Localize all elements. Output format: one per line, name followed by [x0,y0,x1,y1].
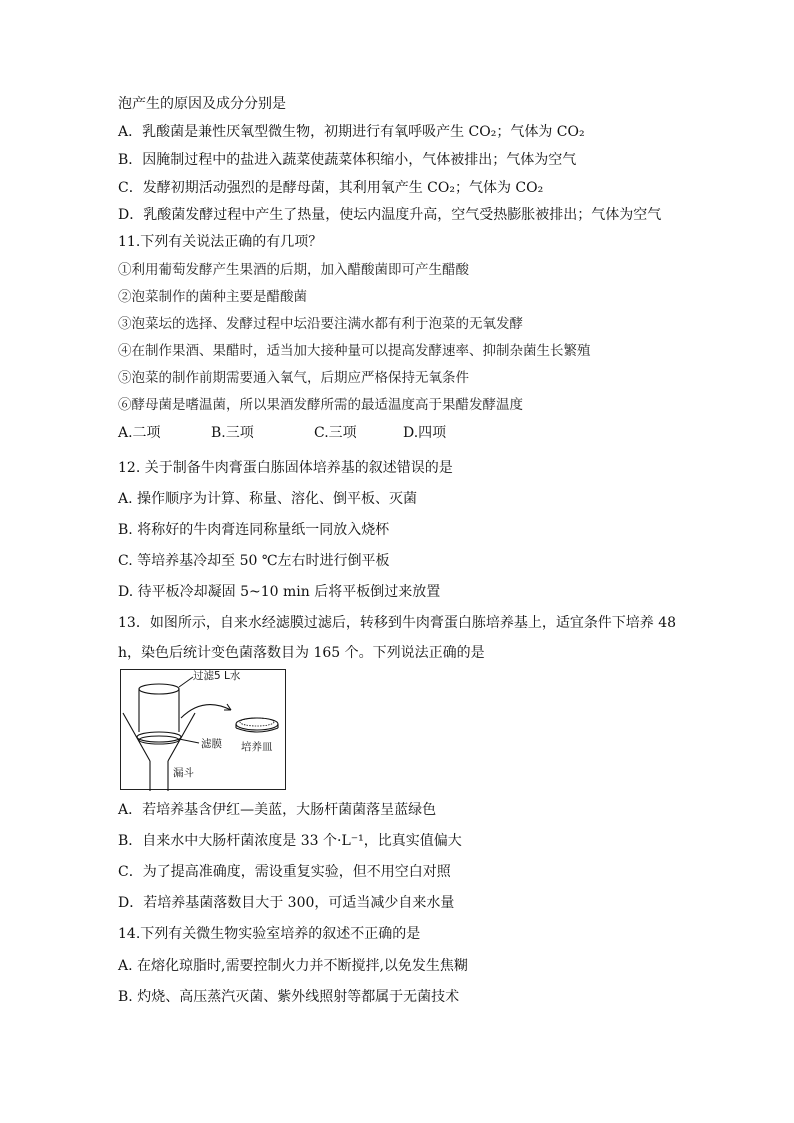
funnel-label: 漏斗 [173,767,194,779]
filtration-diagram [121,670,287,791]
petri-dish-label: 培养皿 [241,741,273,753]
q10-option-d: D．乳酸菌发酵过程中产生了热量，使坛内温度升高，空气受热膨胀被排出；气体为空气 [118,207,662,223]
q11-item-4: ④在制作果酒、果醋时，适当加大接种量可以提高发酵速率、抑制杂菌生长繁殖 [118,343,591,359]
q12-option-b: B. 将称好的牛肉膏连同称量纸一同放入烧杯 [118,522,390,538]
q14-stem: 14.下列有关微生物实验室培养的叙述不正确的是 [118,926,421,942]
q10-option-a: A．乳酸菌是兼性厌氧型微生物，初期进行有氧呼吸产生 CO₂；气体为 CO₂ [118,124,585,140]
filtration-figure [120,669,286,790]
q11-options [118,424,446,442]
q10-stem-tail: 泡产生的原因及成分分别是 [118,96,286,112]
q11-option-a: A.二项 [118,425,161,441]
q10-option-c: C．发酵初期活动强烈的是酵母菌，其利用氧产生 CO₂；气体为 CO₂ [118,180,544,196]
q13-option-c: C．为了提高准确度，需设重复实验，但不用空白对照 [118,864,451,880]
q11-item-3: ③泡菜坛的选择、发酵过程中坛沿要注满水都有利于泡菜的无氧发酵 [118,316,523,332]
q14-option-a: A. 在熔化琼脂时,需要控制火力并不断搅拌,以免发生焦糊 [118,958,468,974]
q14-option-b: B. 灼烧、高压蒸汽灭菌、紫外线照射等都属于无菌技术 [118,989,460,1005]
q11-item-1: ①利用葡萄发酵产生果酒的后期，加入醋酸菌即可产生醋酸 [118,262,469,278]
q12-option-c: C. 等培养基冷却至 50 ℃左右时进行倒平板 [118,553,390,569]
q13-option-d: D．若培养基菌落数目大于 300，可适当减少自来水量 [118,895,455,911]
q13-stem-line1: 13．如图所示，自来水经滤膜过滤后，转移到牛肉膏蛋白胨培养基上，适宜条件下培养 48 [118,615,677,631]
q11-item-2: ②泡菜制作的菌种主要是醋酸菌 [118,289,307,305]
q11-item-5: ⑤泡菜的制作前期需要通入氧气，后期应严格保持无氧条件 [118,370,469,386]
q11-option-c: C.三项 [314,425,357,441]
q11-item-6: ⑥酵母菌是嗜温菌，所以果酒发酵所需的最适温度高于果醋发酵温度 [118,397,523,413]
q12-option-a: A. 操作顺序为计算、称量、溶化、倒平板、灭菌 [118,491,418,507]
q13-stem-line2: h，染色后统计变色菌落数目为 165 个。下列说法正确的是 [118,645,485,661]
water-volume-label: 过滤5 L水 [193,670,241,682]
q12-option-d: D. 待平板冷却凝固 5~10 min 后将平板倒过来放置 [118,584,441,600]
q13-option-a: A．若培养基含伊红—美蓝，大肠杆菌菌落呈蓝绿色 [118,802,437,818]
q12-stem: 12. 关于制备牛肉膏蛋白胨固体培养基的叙述错误的是 [118,460,453,476]
q11-stem: 11.下列有关说法正确的有几项？ [118,234,323,250]
q11-option-d: D.四项 [403,425,447,441]
membrane-label: 滤膜 [201,738,222,750]
q11-option-b: B.三项 [211,425,254,441]
q10-option-b: B．因腌制过程中的盐进入蔬菜使蔬菜体积缩小，气体被排出；气体为空气 [118,152,577,168]
q13-option-b: B．自来水中大肠杆菌浓度是 33 个·L⁻¹，比真实值偏大 [118,833,462,849]
